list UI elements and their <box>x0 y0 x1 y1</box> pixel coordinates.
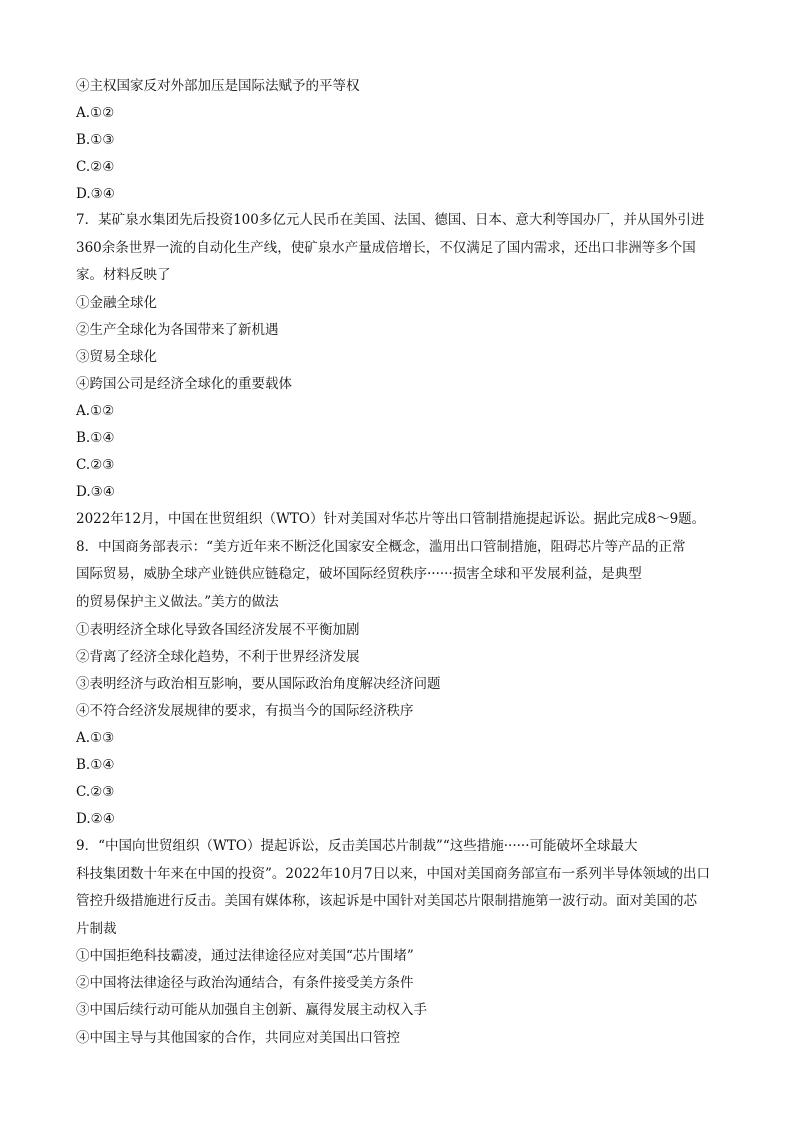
q8-stem-line-2: 国际贸易，威胁全球产业链供应链稳定，破坏国际经贸秩序······损害全球和平发展利益，是典型 <box>76 566 642 582</box>
q7-stem-line-1: 7．某矿泉水集团先后投资100多亿元人民币在美国、法国、德国、日本、意大利等国办厂，并从国外引进 <box>76 212 705 228</box>
q7-option-c[interactable]: C.②③ <box>76 457 115 473</box>
q8-item-2: ②背离了经济全球化趋势，不利于世界经济发展 <box>76 649 360 665</box>
q7-stem-line-2: 360余条世界一流的自动化生产线，使矿泉水产量成倍增长，不仅满足了国内需求，还出口非洲等多个国 <box>76 240 696 256</box>
q6-option-a[interactable]: A.①② <box>76 105 115 121</box>
q7-option-b[interactable]: B.①④ <box>76 430 115 446</box>
q8-item-3: ③表明经济与政治相互影响，要从国际政治角度解决经济问题 <box>76 676 441 692</box>
q9-stem-line-1: 9．“中国向世贸组织（WTO）提起诉讼，反击美国芯片制裁”“这些措施······可能破坏全球最大 <box>76 838 638 854</box>
q9-item-3: ③中国后续行动可能从加强自主创新、赢得发展主动权入手 <box>76 1002 427 1018</box>
q7-stem-line-3: 家。材料反映了 <box>76 267 171 283</box>
q6-item-4: ④主权国家反对外部加压是国际法赋予的平等权 <box>76 78 360 94</box>
q6-option-c[interactable]: C.②④ <box>76 159 115 175</box>
q7-item-3: ③贸易全球化 <box>76 349 157 365</box>
q7-option-a[interactable]: A.①② <box>76 403 115 419</box>
q8-item-1: ①表明经济全球化导致各国经济发展不平衡加剧 <box>76 622 360 638</box>
q7-item-2: ②生产全球化为各国带来了新机遇 <box>76 322 279 338</box>
q8-option-c[interactable]: C.②③ <box>76 784 115 800</box>
q9-stem-line-4: 片制裁 <box>76 921 117 937</box>
q7-item-1: ①金融全球化 <box>76 295 157 311</box>
q9-item-2: ②中国将法律途径与政治沟通结合，有条件接受美方条件 <box>76 975 414 991</box>
q9-item-4: ④中国主导与其他国家的合作，共同应对美国出口管控 <box>76 1030 400 1046</box>
intro-8-9: 2022年12月，中国在世贸组织（WTO）针对美国对华芯片等出口管制措施提起诉讼。据此完成8～9题。 <box>76 511 706 527</box>
q8-option-b[interactable]: B.①④ <box>76 757 115 773</box>
q9-item-1: ①中国拒绝科技霸凌，通过法律途径应对美国“芯片围堵” <box>76 948 414 964</box>
q8-option-a[interactable]: A.①③ <box>76 730 115 746</box>
q8-stem-line-1: 8．中国商务部表示：“美方近年来不断泛化国家安全概念，滥用出口管制措施，阻碍芯片等产品的正常 <box>76 539 686 555</box>
q8-stem-line-3: 的贸易保护主义做法。”美方的做法 <box>76 594 279 610</box>
q8-item-4: ④不符合经济发展规律的要求，有损当今的国际经济秩序 <box>76 703 414 719</box>
q9-stem-line-2: 科技集团数十年来在中国的投资”。2022年10月7日以来，中国对美国商务部宣布一系列半导体领域的出口 <box>76 866 711 882</box>
q8-option-d[interactable]: D.②④ <box>76 811 115 827</box>
q9-stem-line-3: 管控升级措施进行反击。美国有媒体称，该起诉是中国针对美国芯片限制措施第一波行动。面对美国的芯 <box>76 893 697 909</box>
q7-option-d[interactable]: D.③④ <box>76 484 115 500</box>
q6-option-b[interactable]: B.①③ <box>76 132 115 148</box>
q6-option-d[interactable]: D.③④ <box>76 186 115 202</box>
q7-item-4: ④跨国公司是经济全球化的重要载体 <box>76 376 292 392</box>
